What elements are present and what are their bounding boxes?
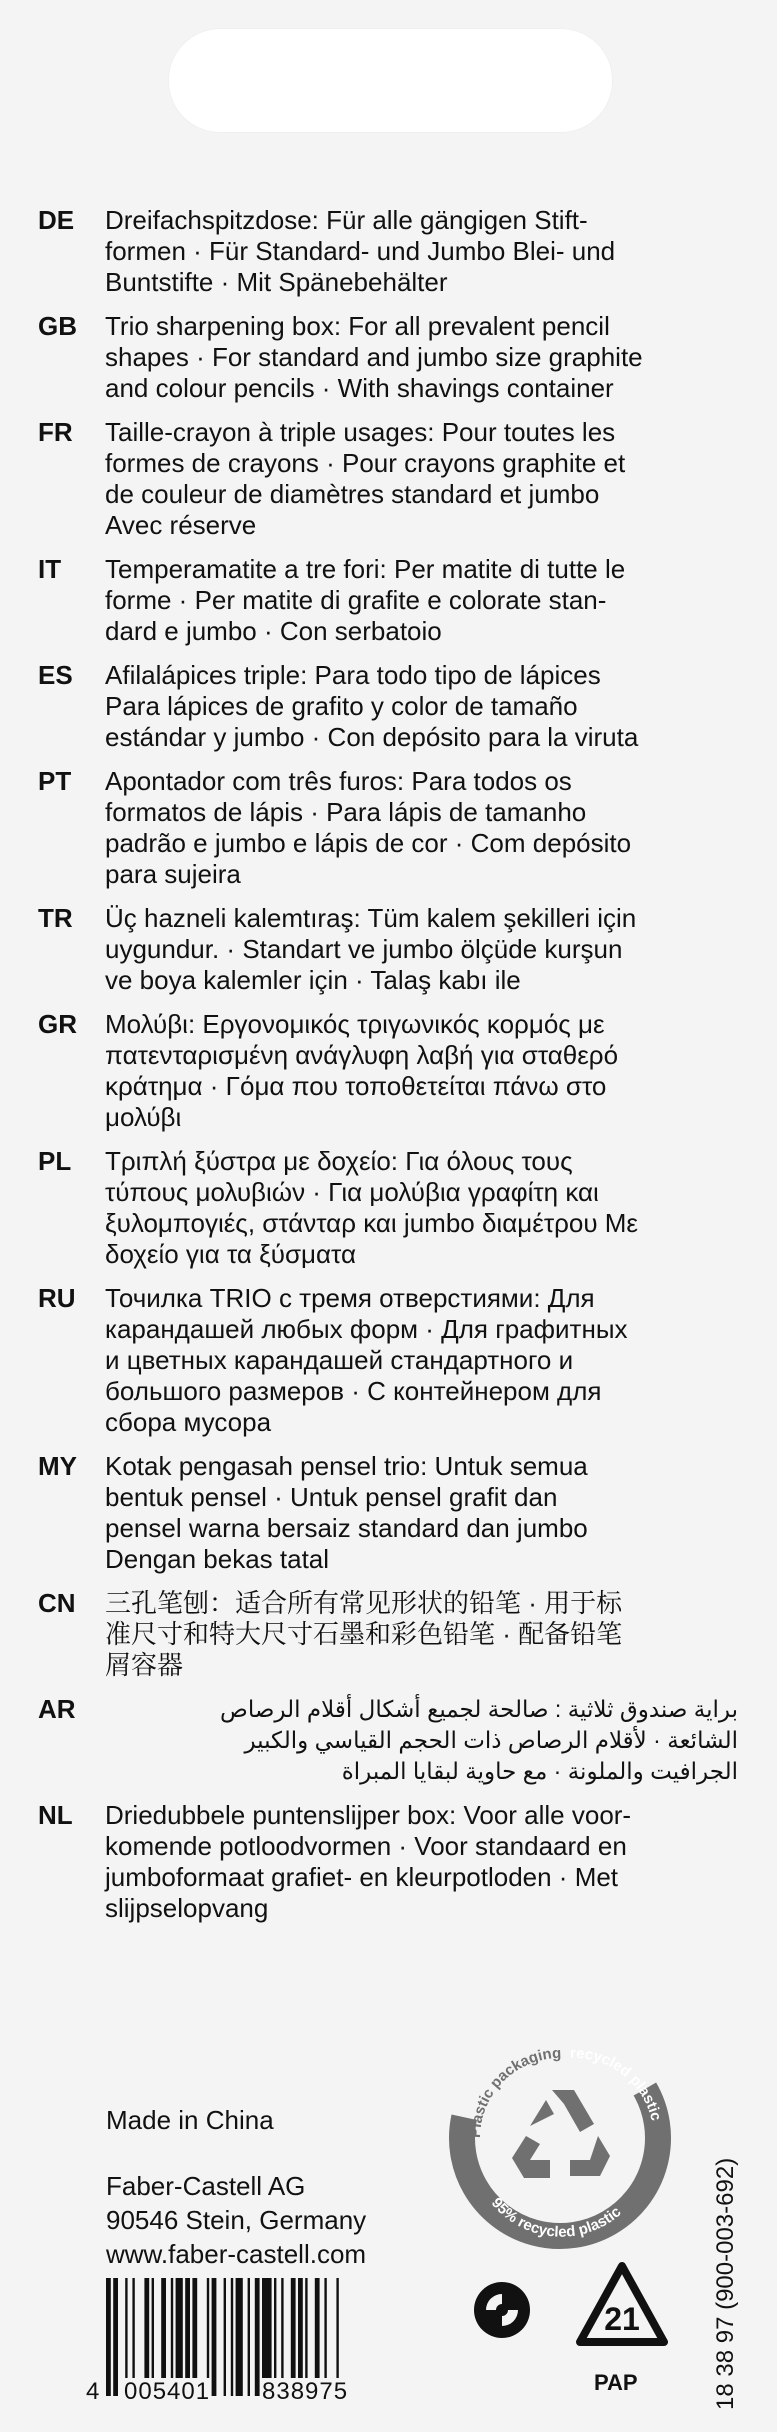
language-text — [105, 766, 738, 890]
language-code: GB — [38, 311, 77, 341]
language-text — [105, 311, 738, 404]
text-line: Taille-crayon à triple usages: Pour toutes les — [105, 417, 616, 447]
barcode-digit-first: 4 — [86, 2378, 101, 2405]
language-code: CN — [38, 1588, 76, 1618]
text-line: estándar y jumbo · Con depósito para la viruta — [105, 722, 639, 752]
hang-tab-hole — [168, 28, 613, 133]
recycling-triangle-icon — [572, 2258, 672, 2358]
plastic-packaging-badge — [440, 2018, 680, 2258]
badge-bottom-text: 95% recycled plastic — [487, 2194, 625, 2241]
text-line: jumboformaat grafiet- en kleurpotloden · Met — [105, 1862, 619, 1892]
text-line: shapes · For standard and jumbo size graphite — [105, 342, 643, 372]
language-code: RU — [38, 1283, 76, 1313]
text-line: ξυλομπογιές, στάνταρ και jumbo διαμέτρου Με — [105, 1208, 639, 1238]
text-line: δοχείο για τα ξύσματα — [105, 1239, 356, 1269]
language-code: GR — [38, 1009, 77, 1039]
language-code: ES — [38, 660, 73, 690]
company-website: www.faber-castell.com — [106, 2239, 367, 2269]
language-entry-de — [38, 205, 738, 298]
language-code: MY — [38, 1451, 77, 1481]
barcode-bar — [236, 2278, 243, 2396]
barcode-digits-left: 005401 — [124, 2378, 211, 2405]
language-entry-es — [38, 660, 738, 753]
language-code: PL — [38, 1146, 72, 1176]
language-text — [105, 1588, 738, 1681]
language-code: TR — [38, 903, 73, 933]
text-line: Точилка TRIO с тремя отверстиями: Для — [105, 1283, 595, 1313]
barcode-bar — [255, 2278, 260, 2396]
product-code: 18 38 97 (900-003-692) — [712, 2157, 739, 2410]
text-line: сбора мусора — [105, 1407, 272, 1437]
barcode-bar — [212, 2278, 217, 2396]
made-in-label: Made in China — [106, 2105, 274, 2135]
text-line: formen · Für Standard- und Jumbo Blei- und — [105, 236, 616, 266]
text-line: para sujeira — [105, 859, 241, 889]
text-line: uygundur. · Standart ve jumbo ölçüde kurşun — [105, 934, 623, 964]
text-line: komende potloodvormen · Voor standaard en — [105, 1831, 627, 1861]
svg-text:Plastic packaging — [467, 2045, 562, 2138]
text-line: and colour pencils · With shavings container — [105, 373, 614, 403]
language-code: FR — [38, 417, 73, 447]
language-text — [105, 1800, 738, 1924]
language-text — [105, 554, 738, 647]
text-line: pensel warna bersaiz standard dan jumbo — [105, 1513, 588, 1543]
barcode-bar — [231, 2278, 233, 2396]
text-line: Buntstifte · Mit Spänebehälter — [105, 267, 448, 297]
text-line: formatos de lápis · Para lápis de tamanho — [105, 797, 587, 827]
green-dot-icon — [472, 2280, 532, 2340]
language-entry-my — [38, 1451, 738, 1575]
language-code: PT — [38, 766, 72, 796]
text-line: Kotak pengasah pensel trio: Untuk semua — [105, 1451, 588, 1481]
text-line: μολύβι — [105, 1102, 182, 1132]
language-code: AR — [38, 1694, 76, 1724]
language-text — [105, 1694, 738, 1787]
text-line: Τριπλή ξύστρα με δοχείο: Για όλους τους — [105, 1146, 573, 1176]
text-line: 准尺寸和特大尺寸石墨和彩色铅笔 · 配备铅笔 — [105, 1619, 623, 1649]
text-line: dard e jumbo · Con serbatoio — [105, 616, 442, 646]
language-text — [105, 1451, 738, 1575]
text-line: Apontador com três furos: Para todos os — [105, 766, 572, 796]
text-line: forme · Per matite di grafite e colorate stan- — [105, 585, 607, 615]
text-line: slijpselopvang — [105, 1893, 269, 1923]
text-line: الشائعة · لأقلام الرصاص ذات الحجم القياسي والكبير — [244, 1727, 738, 1753]
language-entry-it — [38, 554, 738, 647]
resin-number: 21 — [604, 2301, 640, 2337]
text-line: de couleur de diamètres standard et jumbo — [105, 479, 600, 509]
language-entry-pt — [38, 766, 738, 890]
text-line: ve boya kalemler için · Talaş kabı ile — [105, 965, 521, 995]
language-entry-nl — [38, 1800, 738, 1924]
text-line: 屑容器 — [105, 1650, 184, 1680]
language-entry-ar — [38, 1694, 738, 1787]
language-code: IT — [38, 554, 62, 584]
barcode-bar — [113, 2278, 118, 2396]
text-line: Para lápices de grafito y color de tamaño — [105, 691, 578, 721]
recycle-icon — [512, 2090, 610, 2178]
text-line: Dengan bekas tatal — [105, 1544, 330, 1574]
text-line: Dreifachspitzdose: Für alle gängigen Stift- — [105, 205, 588, 235]
text-line: padrão e jumbo e lápis de cor · Com depósito — [105, 828, 632, 858]
language-text — [105, 1146, 738, 1270]
language-entry-pl — [38, 1146, 738, 1270]
badge-right-text: recycled plastic — [569, 2044, 665, 2123]
language-entry-tr — [38, 903, 738, 996]
text-line: большого размеров · С контейнером для — [105, 1376, 602, 1406]
language-text — [105, 205, 738, 298]
text-line: πατενταρισμένη ανάγλυφη λαβή για σταθερό — [105, 1040, 619, 1070]
text-line: Driedubbele puntenslijper box: Voor alle voor- — [105, 1800, 632, 1830]
language-text — [105, 660, 738, 753]
text-line: карандашей любых форм · Для графитных — [105, 1314, 628, 1344]
language-text — [105, 1283, 738, 1438]
language-entry-ru — [38, 1283, 738, 1438]
badge-top-text: Plastic packaging — [466, 2044, 562, 2139]
text-line: الجرافيت والملونة · مع حاوية لبقايا المبراة — [341, 1758, 738, 1784]
company-address: 90546 Stein, Germany — [106, 2205, 367, 2235]
language-entry-fr — [38, 417, 738, 541]
text-line: Temperamatite a tre fori: Per matite di tutte le — [105, 554, 626, 584]
company-name: Faber-Castell AG — [106, 2171, 306, 2201]
manufacturer-info — [106, 2103, 366, 2271]
text-line: Afilalápices triple: Para todo tipo de lápices — [105, 660, 601, 690]
text-line: и цветных карандашей стандартного и — [105, 1345, 574, 1375]
language-list — [38, 205, 738, 1937]
text-line: Μολύβι: Εργονομικός τριγωνικός κορμός με — [105, 1009, 605, 1039]
language-entry-cn — [38, 1588, 738, 1681]
barcode-digits-right: 838975 — [262, 2378, 349, 2405]
barcode-bar — [248, 2278, 250, 2396]
text-line: براية صندوق ثلاثية : صالحة لجميع أشكال أقلام الرصاص — [220, 1696, 738, 1722]
language-entry-gb — [38, 311, 738, 404]
language-text — [105, 1009, 738, 1133]
text-line: 三孔笔刨：适合所有常见形状的铅笔 · 用于标 — [105, 1588, 623, 1618]
language-code: DE — [38, 205, 75, 235]
resin-label: PAP — [594, 2370, 638, 2395]
language-code: NL — [38, 1800, 73, 1830]
barcode-bar — [106, 2278, 111, 2396]
text-line: κράτημα · Γόμα που τοποθετείται πάνω στο — [105, 1071, 607, 1101]
text-line: bentuk pensel · Untuk pensel grafit dan — [105, 1482, 558, 1512]
text-line: Avec réserve — [105, 510, 257, 540]
language-text — [105, 417, 738, 541]
text-line: formes de crayons · Pour crayons graphite et — [105, 448, 626, 478]
language-entry-gr — [38, 1009, 738, 1133]
barcode-bar — [224, 2278, 226, 2396]
text-line: Trio sharpening box: For all prevalent pencil — [105, 311, 610, 341]
text-line: τύπους μολυβιών · Για μολύβια γραφίτη και — [105, 1177, 599, 1207]
text-line: Üç hazneli kalemtıraş: Tüm kalem şekilleri için — [105, 903, 637, 933]
language-text — [105, 903, 738, 996]
